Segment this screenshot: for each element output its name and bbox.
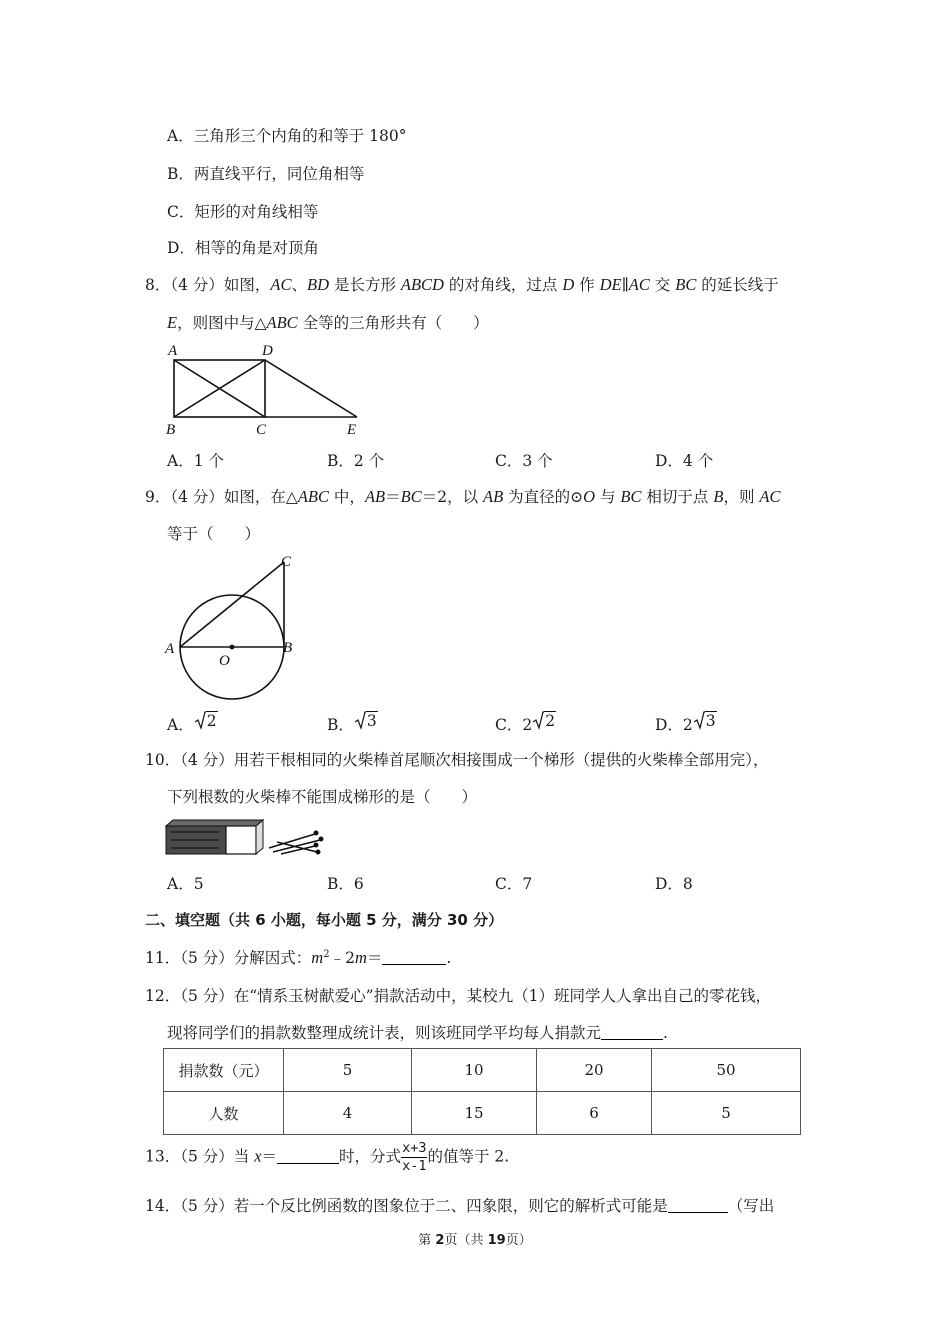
sqrt-symbol: 3 — [354, 710, 378, 730]
q7-option-c: C．矩形的对角线相等 — [167, 203, 319, 221]
q8-option-c: C．3 个 — [495, 452, 553, 470]
q12-stem-line2: 现将同学们的捐款数整理成统计表，则该班同学平均每人捐款元 . — [167, 1024, 668, 1042]
q12-stem-line1: 12．（5 分）在“情系玉树献爱心”捐款活动中，某校九（1）班同学人人拿出自己的零花钱， — [145, 987, 771, 1005]
matchbox-icon — [166, 820, 263, 854]
q8-option-d: D．4 个 — [655, 452, 714, 470]
donation-table — [163, 1048, 801, 1135]
q9-option-b: B． 3 — [327, 712, 377, 734]
label-c: C — [281, 554, 292, 570]
q14-answer-blank[interactable] — [668, 1198, 728, 1213]
q10-option-c: C．7 — [495, 875, 533, 893]
q8-rectangle-figure — [160, 340, 370, 440]
label-b: B — [166, 422, 176, 438]
q9-option-c: C．2 2 — [495, 712, 556, 734]
q12-answer-blank[interactable] — [601, 1025, 663, 1040]
q10-stem-line2: 下列根数的火柴棒不能围成梯形的是（ ） — [167, 788, 478, 806]
q9-option-a: A． 2 — [167, 712, 217, 734]
q10-option-d: D．8 — [655, 875, 693, 893]
table-cell: 5 — [652, 1092, 801, 1135]
table-cell: 50 — [652, 1049, 801, 1092]
label-d: D — [262, 343, 273, 359]
table-row — [164, 1092, 801, 1135]
table-cell: 4 — [284, 1092, 412, 1135]
matchsticks-icon — [269, 834, 320, 854]
label-b: B — [283, 640, 293, 656]
q13-stem: 13．（5 分）当 x＝ 时，分式 $\frac{x+3}{x-1}$ 的值等于 2. — [145, 1140, 510, 1174]
q11-stem: 11．（5 分）分解因式：$m^2﹣2m=$ . — [145, 948, 452, 967]
q9-stem-line2: 等于（ ） — [167, 525, 261, 543]
q7-option-a: A．三角形三个内角的和等于 180° — [167, 127, 407, 145]
q7-option-d: D．相等的角是对顶角 — [167, 239, 319, 257]
q11-answer-blank[interactable] — [382, 950, 446, 965]
table-cell: 5 — [284, 1049, 412, 1092]
label-a: A — [165, 641, 175, 657]
q14-stem: 14．（5 分）若一个反比例函数的图象位于二、四象限，则它的解析式可能是 （写出 — [145, 1197, 775, 1215]
label-c: C — [256, 422, 267, 438]
matchbox-figure — [165, 818, 335, 860]
q10-option-b: B．6 — [327, 875, 364, 893]
table-cell: 捐款数（元） — [164, 1049, 284, 1092]
q8-stem-line1: 8．（4 分）如图，AC、BD 是长方形 ABCD 的对角线，过点 D 作 DE∥AC 交 BC 的延长线于 — [145, 275, 779, 294]
q10-stem-line1: 10．（4 分）用若干根相同的火柴棒首尾顺次相接围成一个梯形（提供的火柴棒全部用完）， — [145, 751, 769, 769]
q8-option-a: A．1 个 — [167, 452, 224, 470]
center-point-o — [230, 645, 235, 650]
page-footer: 第 2页（共 19页） — [418, 1233, 532, 1248]
table-cell: 15 — [412, 1092, 537, 1135]
q9-stem-line1: 9．（4 分）如图，在△ABC 中，AB＝BC＝2，以 AB 为直径的⊙O 与 BC 相切于点 B，则 AC — [145, 487, 781, 506]
table-cell: 人数 — [164, 1092, 284, 1135]
table-cell: 20 — [537, 1049, 652, 1092]
q9-circle-figure — [160, 548, 305, 703]
q9-option-d: D．2 3 — [655, 712, 716, 734]
sqrt-symbol: 2 — [194, 710, 218, 730]
table-cell: 10 — [412, 1049, 537, 1092]
segment-de — [265, 360, 357, 417]
q13-answer-blank[interactable] — [277, 1149, 339, 1164]
sqrt-symbol: 3 — [693, 710, 717, 730]
q10-option-a: A．5 — [167, 875, 204, 893]
segment-ac — [180, 562, 284, 647]
q8-option-b: B．2 个 — [327, 452, 385, 470]
table-cell: 6 — [537, 1092, 652, 1135]
table-row — [164, 1049, 801, 1092]
fraction: $\frac{x+3}{x-1}$ — [402, 1140, 427, 1174]
q8-stem-line2: E，则图中与△ABC 全等的三角形共有（ ） — [167, 313, 489, 332]
label-o: O — [219, 653, 230, 669]
sqrt-symbol: 2 — [532, 710, 556, 730]
section-2-heading: 二、填空题（共 6 小题，每小题 5 分，满分 30 分） — [145, 911, 504, 929]
q7-option-b: B．两直线平行，同位角相等 — [167, 165, 365, 183]
label-e: E — [347, 422, 357, 438]
label-a: A — [168, 343, 178, 359]
